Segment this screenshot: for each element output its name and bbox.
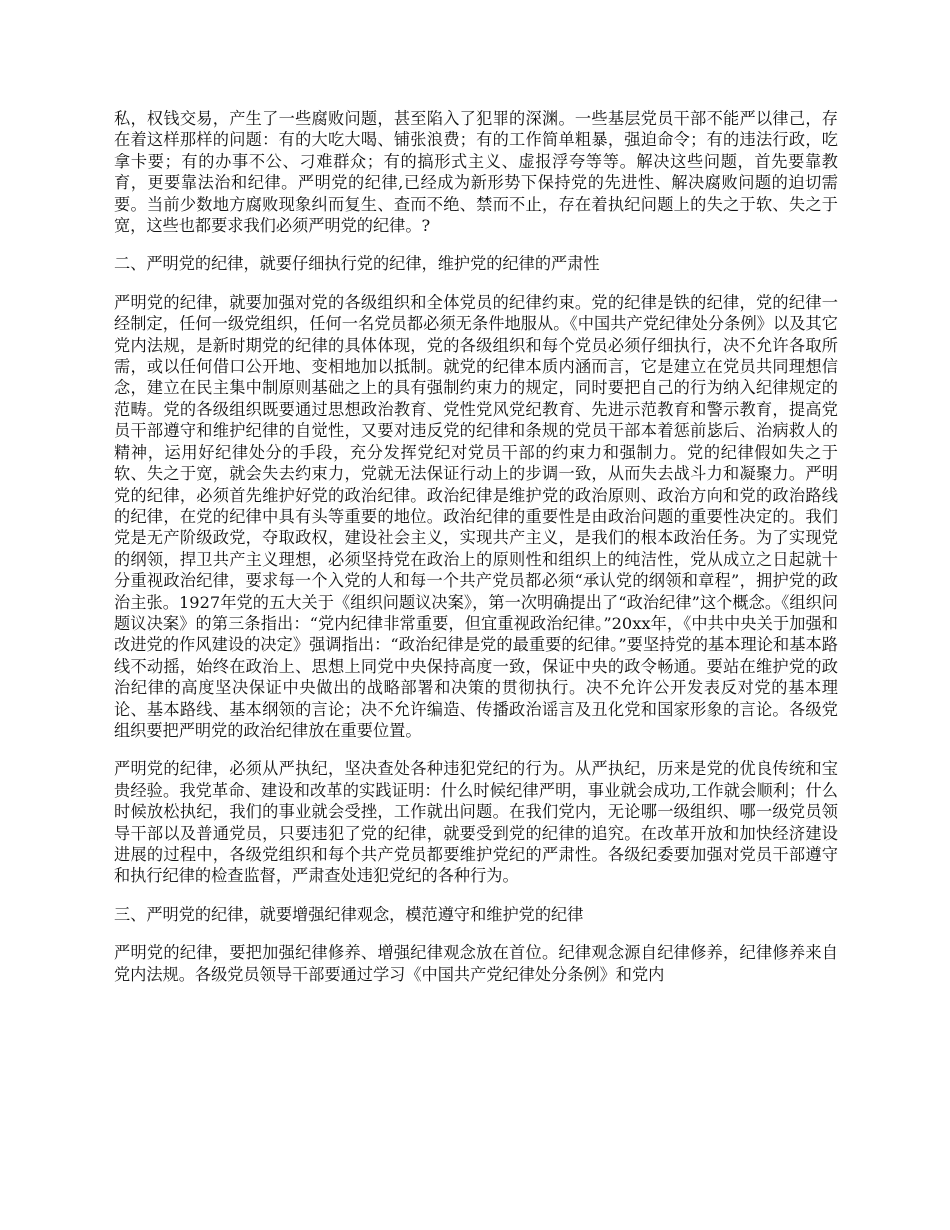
section-heading-three: 三、严明党的纪律，就要增强纪律观念，模范遵守和维护党的纪律 — [114, 904, 584, 924]
paragraph-discipline-constraints: 严明党的纪律，就要加强对党的各级组织和全体党员的纪律约束。党的纪律是铁的纪律，党的纪律一经制定，任何一级党组织，任何一名党员都必须无条件地服从。《中国共产党纪律处分条例》以及其它党内法规，是新时期党的纪律的具体体现，党的各级组织和每个党员必须仔细执行，决不允许各取所需，或以任何借口公开地、变相地加以抵制。就党的纪律本质内涵而言，它是建立在党员共同理想信念，建立在民主集中制原则基础之上的具有强制约束力的规定，同时要把自己的行为纳入纪律规定的范畴。党的各级组织既要通过思想政治教育、党性党风党纪教育、先进示范教育和警示教育，提高党员干部遵守和维护纪律的自觉性，又要对违反党的纪律和条规的党员干部本着惩前毖后、治病救人的精神，运用好纪律处分的手段，充分发挥党纪对党员干部的约束力和强制力。党的纪律假如失之于软、失之于宽，就会失去约束力，党就无法保证行动上的步调一致，从而失去战斗力和凝聚力。严明党的纪律，必须首先维护好党的政治纪律。政治纪律是维护党的政治原则、政治方向和党的政治路线的纪律，在党的纪律中具有头等重要的地位。政治纪律的重要性是由政治问题的重要性决定的。我们党是无产阶级政党，夺取政权，建设社会主义，实现共产主义，是我们的根本政治任务。为了实现党的纲领，捍卫共产主义理想，必须坚持党在政治上的原则性和组织上的纯洁性，党从成立之日起就十分重视政治纪律，要求每一个入党的人和每一个共产党员都必须“承认党的纲领和章程”，拥护党的政治主张。1927年党的五大关于《组织问题议决案》，第一次明确提出了“政治纪律”这个概念。《组织问题议决案》的第三条指出：“党内纪律非常重要，但宜重视政治纪律。”20xx年，《中共中央关于加强和改进党的作风建设的决定》强调指出：“政治纪律是党的最重要的纪律。”要坚持党的基本理论和基本路线不动摇，始终在政治上、思想上同党中央保持高度一致，保证中央的政令畅通。要站在维护党的政治纪律的高度坚决保证中央做出的战略部署和决策的贯彻执行。决不允许公开发表反对党的基本理论、基本路线、基本纲领的言论；决不允许编造、传播政治谣言及丑化党和国家形象的言论。各级党组织要把严明党的政治纪律放在重要位置。 — [114, 292, 838, 740]
paragraph-strict-enforcement: 严明党的纪律，必须从严执纪，坚决查处各种违犯党纪的行为。从严执纪，历来是党的优良传统和宝贵经验。我党革命、建设和改革的实践证明：什么时候纪律严明，事业就会成功,工作就会顺利；什么时候放松执纪，我们的事业就会受挫，工作就出问题。在我们党内，无论哪一级组织、哪一级党员领导干部以及普通党员，只要违犯了党的纪律，就要受到党的纪律的追究。在改革开放和加快经济建设进展的过程中，各级党组织和每个共产党员都要维护党纪的严肃性。各级纪委要加强对党员干部遵守和执行纪律的检查监督，严肃查处违犯党纪的各种行为。 — [114, 759, 838, 886]
section-heading-two: 二、严明党的纪律，就要仔细执行党的纪律，维护党的纪律的严肃性 — [114, 254, 600, 274]
paragraph-discipline-awareness: 严明党的纪律，要把加强纪律修养、增强纪律观念放在首位。纪律观念源自纪律修养，纪律修养来自党内法规。各级党员领导干部要通过学习《中国共产党纪律处分条例》和党内 — [114, 943, 838, 984]
document-page — [114, 108, 838, 1002]
paragraph-intro: 私，权钱交易，产生了一些腐败问题，甚至陷入了犯罪的深渊。一些基层党员干部不能严以律己，存在着这样那样的问题：有的大吃大喝、铺张浪费；有的工作简单粗暴，强迫命令；有的违法行政，吃拿卡要；有的办事不公、刁难群众；有的搞形式主义、虚报浮夸等等。解决这些问题，首先要靠教育，更要靠法治和纪律。严明党的纪律,已经成为新形势下保持党的先进性、解决腐败问题的迫切需要。当前少数地方腐败现象纠而复生、查而不绝、禁而不止，存在着执纪问题上的失之于软、失之于宽，这些也都要求我们必须严明党的纪律。? — [114, 109, 838, 236]
